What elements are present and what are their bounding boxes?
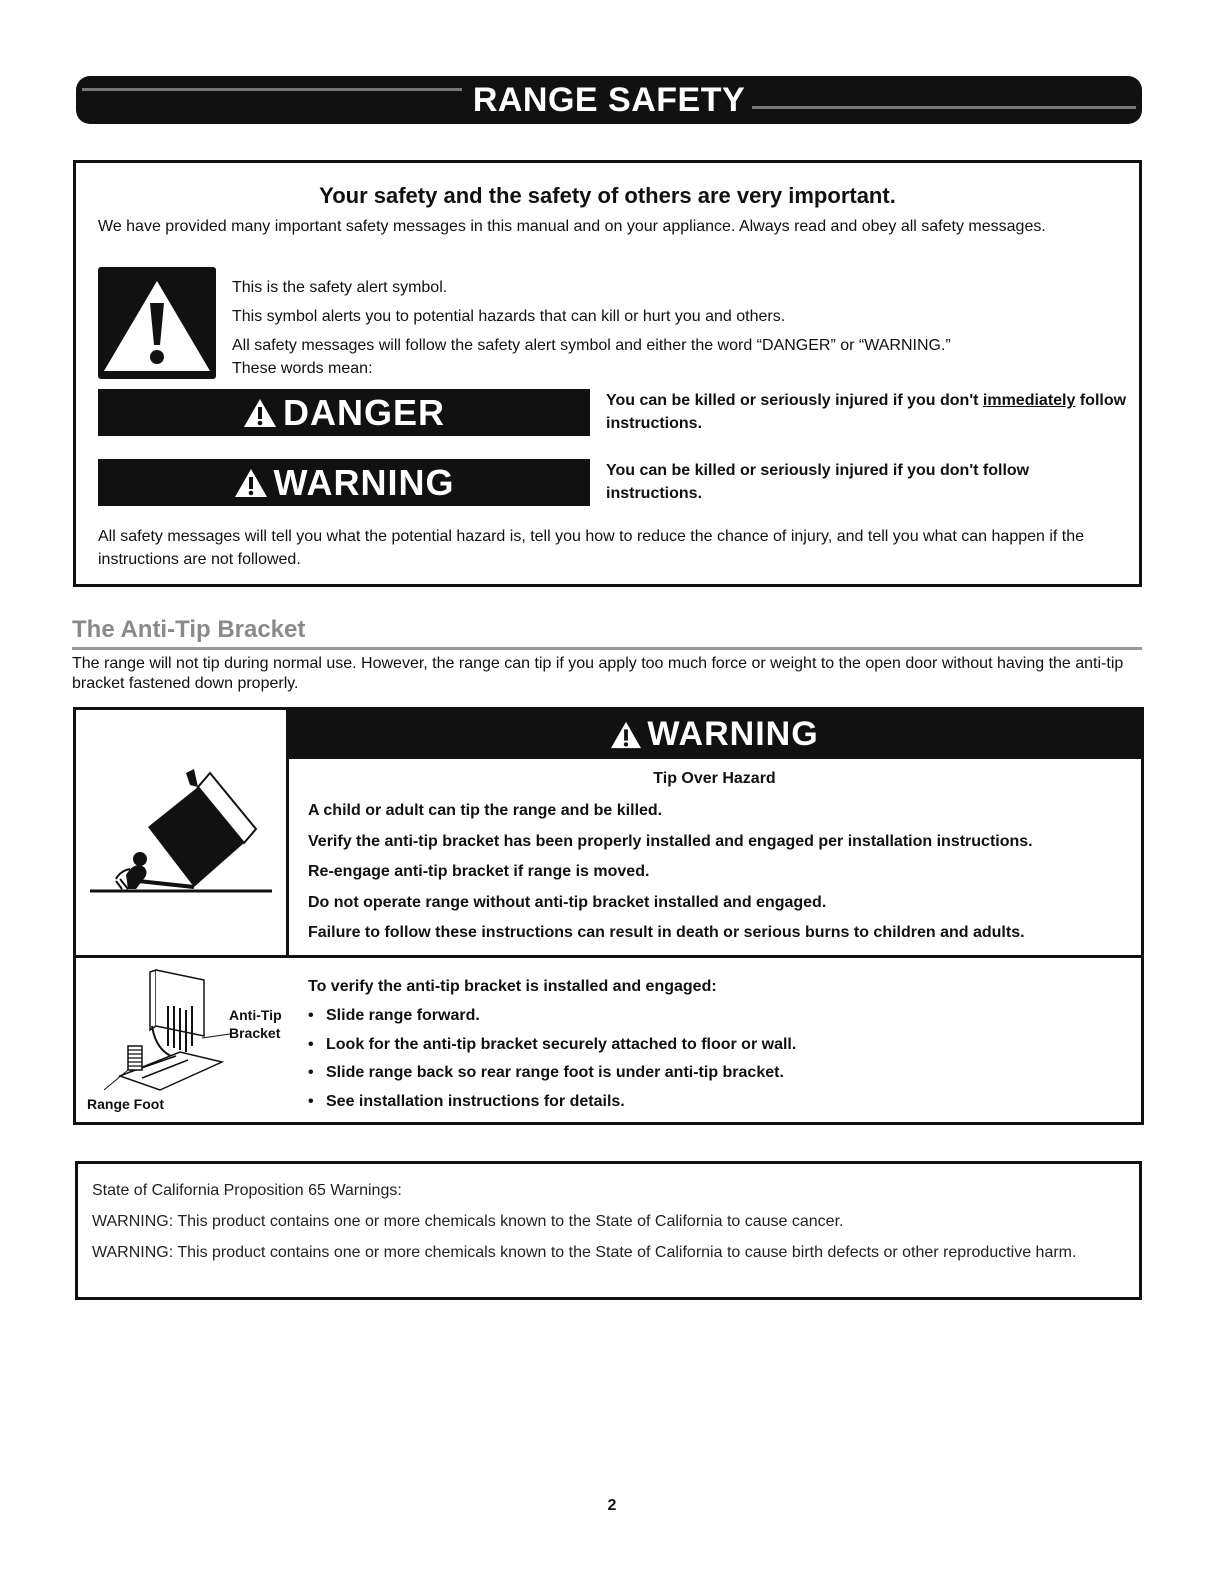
- warning-label: WARNING: [273, 461, 455, 503]
- page-number: 2: [607, 1497, 617, 1514]
- safety-alert-icon: [98, 267, 216, 379]
- hazard-line: Do not operate range without anti-tip bracket installed and engaged.: [308, 893, 827, 911]
- warning-header: [288, 710, 1141, 759]
- alert-triangle-icon: [243, 397, 277, 429]
- danger-label: DANGER: [282, 391, 445, 433]
- danger-desc-emphasis: immediately: [982, 392, 1076, 409]
- symbol-line: These words mean:: [232, 360, 373, 377]
- verify-item: • Slide range forward.: [308, 1005, 796, 1034]
- hazard-title: Tip Over Hazard: [653, 770, 776, 787]
- warning-signal-bar: [98, 459, 590, 506]
- section-rule: [72, 647, 1142, 650]
- safety-heading: Your safety and the safety of others are very important.: [319, 183, 896, 208]
- verify-instructions: [308, 976, 796, 1120]
- hazard-line: Verify the anti-tip bracket has been properly installed and engaged per installation instructions.: [308, 832, 1033, 850]
- safety-intro: We have provided many important safety messages in this manual and on your appliance. Always read and obey all safety messages.: [98, 218, 1046, 235]
- verify-item: • See installation instructions for details.: [308, 1091, 796, 1120]
- prop65-warning: WARNING: This product contains one or more chemicals known to the State of California to cause cancer.: [92, 1213, 844, 1230]
- anti-tip-bracket-illustration: [90, 966, 240, 1096]
- figure-label-bracket: [229, 1006, 282, 1042]
- warning-header-label: WARNING: [647, 715, 819, 753]
- danger-desc-text: follow instructions.: [606, 392, 1127, 432]
- symbol-description: [232, 273, 951, 380]
- safety-box: [73, 160, 1142, 587]
- danger-signal-bar: [98, 389, 590, 436]
- alert-triangle-icon: [610, 720, 642, 750]
- warning-description: You can be killed or seriously injured if you don't follow instructions.: [606, 462, 1030, 502]
- verify-item: • Slide range back so rear range foot is under anti-tip bracket.: [308, 1062, 796, 1091]
- tip-over-warning-box: [73, 707, 1144, 1125]
- danger-description: [606, 389, 1131, 435]
- verify-item: • Look for the anti-tip bracket securely attached to floor or wall.: [308, 1034, 796, 1063]
- page-title: RANGE SAFETY: [472, 81, 746, 119]
- prop65-box: [75, 1161, 1142, 1300]
- antitip-intro: The range will not tip during normal use. However, the range can tip if you apply too much force or weight to the open door without having the anti-tip bracket fastened down properly.: [72, 655, 1124, 692]
- verify-title: To verify the anti-tip bracket is installed and engaged:: [308, 978, 717, 995]
- symbol-line: All safety messages will follow the safety alert symbol and either the word “DANGER” or “WARNING.”: [232, 337, 951, 354]
- safety-footer: All safety messages will tell you what the potential hazard is, tell you how to reduce the chance of injury, and tell you what can happen if the instructions are not followed.: [98, 528, 1085, 568]
- figure-label-foot: Range Foot: [87, 1096, 164, 1112]
- danger-desc-text: You can be killed or seriously injured if you don't: [606, 392, 983, 409]
- hazard-line: Re-engage anti-tip bracket if range is moved.: [308, 863, 650, 881]
- symbol-line: This symbol alerts you to potential hazards that can kill or hurt you and others.: [232, 308, 786, 325]
- hazard-list: [308, 800, 1033, 953]
- tip-over-illustration: [86, 765, 276, 905]
- figure-label-line: Bracket: [229, 1025, 281, 1041]
- title-banner: [76, 76, 1142, 124]
- symbol-line: This is the safety alert symbol.: [232, 279, 448, 296]
- divider: [76, 955, 1141, 958]
- alert-triangle-icon: [234, 467, 268, 499]
- hazard-line: A child or adult can tip the range and be killed.: [308, 802, 663, 819]
- prop65-title: State of California Proposition 65 Warnings:: [92, 1182, 402, 1199]
- hazard-line: Failure to follow these instructions can result in death or serious burns to children and adults.: [308, 924, 1025, 942]
- section-heading: The Anti-Tip Bracket: [72, 616, 306, 643]
- prop65-warning: WARNING: This product contains one or more chemicals known to the State of California to cause birth defects or other reproductive harm.: [92, 1244, 1077, 1261]
- figure-label-line: Anti-Tip: [229, 1007, 282, 1023]
